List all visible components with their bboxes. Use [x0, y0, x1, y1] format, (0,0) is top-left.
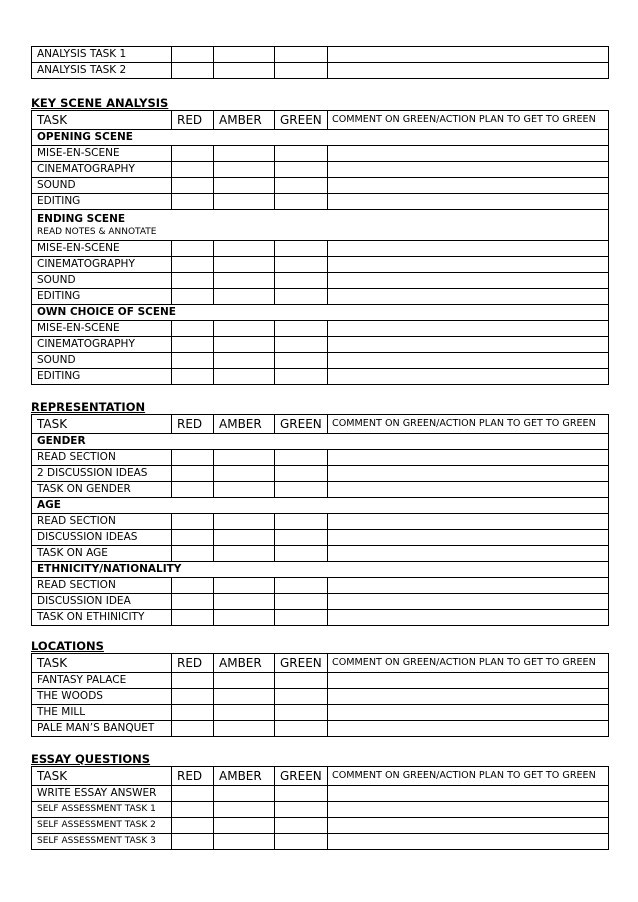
- task-cell: TASK ON ETHINICITY: [32, 610, 172, 626]
- comment-cell[interactable]: [328, 786, 609, 802]
- task-cell: READ SECTION: [32, 578, 172, 594]
- representation-table: [31, 414, 609, 626]
- red-cell[interactable]: [172, 194, 214, 210]
- green-cell[interactable]: [275, 178, 328, 194]
- task-header: TASK: [32, 654, 172, 673]
- comment-header: COMMENT ON GREEN/ACTION PLAN TO GET TO GREEN: [328, 111, 609, 130]
- amber-cell[interactable]: [214, 594, 275, 610]
- amber-cell[interactable]: [214, 369, 275, 385]
- amber-cell[interactable]: [214, 273, 275, 289]
- red-cell[interactable]: [172, 689, 214, 705]
- table-row: [32, 578, 609, 594]
- green-cell[interactable]: [275, 673, 328, 689]
- amber-cell[interactable]: [214, 162, 275, 178]
- green-header: GREEN: [275, 415, 328, 434]
- table-row: [32, 162, 609, 178]
- task-cell: SOUND: [32, 273, 172, 289]
- subsection-label: OPENING SCENE: [32, 130, 609, 146]
- task-cell: THE WOODS: [32, 689, 172, 705]
- amber-cell[interactable]: [214, 178, 275, 194]
- amber-cell[interactable]: [214, 705, 275, 721]
- red-header: RED: [172, 415, 214, 434]
- task-cell: MISE-EN-SCENE: [32, 321, 172, 337]
- table-row: [32, 241, 609, 257]
- amber-cell[interactable]: [214, 146, 275, 162]
- comment-cell[interactable]: [328, 450, 609, 466]
- amber-header: AMBER: [214, 767, 275, 786]
- subsection-row: [32, 562, 609, 578]
- table-row: [32, 594, 609, 610]
- green-cell[interactable]: [275, 786, 328, 802]
- green-cell[interactable]: [275, 530, 328, 546]
- section-heading-essay: ESSAY QUESTIONS: [31, 752, 151, 766]
- header-row: [32, 111, 609, 130]
- comment-cell[interactable]: [328, 721, 609, 737]
- table-row: [32, 63, 609, 79]
- amber-cell[interactable]: [214, 289, 275, 305]
- amber-cell[interactable]: [214, 482, 275, 498]
- amber-cell[interactable]: [214, 47, 275, 63]
- task-cell: CINEMATOGRAPHY: [32, 257, 172, 273]
- red-cell[interactable]: [172, 162, 214, 178]
- amber-cell[interactable]: [214, 673, 275, 689]
- section-heading-key-scene: KEY SCENE ANALYSIS: [31, 96, 169, 110]
- amber-cell[interactable]: [214, 450, 275, 466]
- analysis-tasks-table: [31, 46, 609, 79]
- task-header: TASK: [32, 111, 172, 130]
- amber-header: AMBER: [214, 111, 275, 130]
- table-row: [32, 546, 609, 562]
- comment-header: COMMENT ON GREEN/ACTION PLAN TO GET TO GREEN: [328, 654, 609, 673]
- amber-cell[interactable]: [214, 466, 275, 482]
- task-cell: ANALYSIS TASK 2: [32, 63, 172, 79]
- comment-cell[interactable]: [328, 241, 609, 257]
- table-row: [32, 146, 609, 162]
- amber-cell[interactable]: [214, 514, 275, 530]
- green-cell[interactable]: [275, 194, 328, 210]
- table-row: [32, 786, 609, 802]
- task-cell: 2 DISCUSSION IDEAS: [32, 466, 172, 482]
- green-header: GREEN: [275, 111, 328, 130]
- green-cell[interactable]: [275, 257, 328, 273]
- amber-cell[interactable]: [214, 802, 275, 818]
- comment-cell[interactable]: [328, 353, 609, 369]
- subsection-note: READ NOTES & ANNOTATE: [37, 227, 157, 237]
- green-cell[interactable]: [275, 369, 328, 385]
- red-cell[interactable]: [172, 257, 214, 273]
- table-row: [32, 47, 609, 63]
- table-row: [32, 321, 609, 337]
- task-cell: SELF ASSESSMENT TASK 3: [32, 834, 172, 850]
- key-scene-table: [31, 110, 609, 385]
- task-cell: EDITING: [32, 194, 172, 210]
- red-cell[interactable]: [172, 530, 214, 546]
- comment-cell[interactable]: [328, 369, 609, 385]
- comment-header: COMMENT ON GREEN/ACTION PLAN TO GET TO GREEN: [328, 767, 609, 786]
- red-cell[interactable]: [172, 721, 214, 737]
- amber-cell[interactable]: [214, 63, 275, 79]
- red-cell[interactable]: [172, 450, 214, 466]
- amber-cell[interactable]: [214, 818, 275, 834]
- red-header: RED: [172, 654, 214, 673]
- amber-cell[interactable]: [214, 321, 275, 337]
- table-row: [32, 257, 609, 273]
- table-row: [32, 273, 609, 289]
- comment-cell[interactable]: [328, 689, 609, 705]
- green-cell[interactable]: [275, 689, 328, 705]
- green-cell[interactable]: [275, 834, 328, 850]
- green-cell[interactable]: [275, 63, 328, 79]
- task-cell: CINEMATOGRAPHY: [32, 162, 172, 178]
- table-row: [32, 514, 609, 530]
- green-cell[interactable]: [275, 546, 328, 562]
- table-row: [32, 178, 609, 194]
- subsection-label-cell: [32, 210, 609, 241]
- header-row: [32, 415, 609, 434]
- subsection-label: ENDING SCENE: [37, 213, 126, 225]
- comment-cell[interactable]: [328, 47, 609, 63]
- red-cell[interactable]: [172, 482, 214, 498]
- task-cell: READ SECTION: [32, 450, 172, 466]
- green-cell[interactable]: [275, 705, 328, 721]
- green-cell[interactable]: [275, 482, 328, 498]
- comment-cell[interactable]: [328, 337, 609, 353]
- table-row: [32, 673, 609, 689]
- red-header: RED: [172, 767, 214, 786]
- task-cell: PALE MAN’S BANQUET: [32, 721, 172, 737]
- red-cell[interactable]: [172, 610, 214, 626]
- comment-cell[interactable]: [328, 673, 609, 689]
- green-cell[interactable]: [275, 802, 328, 818]
- comment-cell[interactable]: [328, 63, 609, 79]
- task-cell: FANTASY PALACE: [32, 673, 172, 689]
- essay-table: [31, 766, 609, 850]
- green-cell[interactable]: [275, 353, 328, 369]
- red-cell[interactable]: [172, 337, 214, 353]
- subsection-row: [32, 210, 609, 241]
- amber-cell[interactable]: [214, 610, 275, 626]
- red-cell[interactable]: [172, 178, 214, 194]
- red-cell[interactable]: [172, 47, 214, 63]
- red-header: RED: [172, 111, 214, 130]
- green-cell[interactable]: [275, 721, 328, 737]
- amber-cell[interactable]: [214, 834, 275, 850]
- red-cell[interactable]: [172, 466, 214, 482]
- subsection-label: GENDER: [32, 434, 609, 450]
- task-cell: TASK ON GENDER: [32, 482, 172, 498]
- red-cell[interactable]: [172, 241, 214, 257]
- table-row: [32, 689, 609, 705]
- table-row: [32, 289, 609, 305]
- amber-cell[interactable]: [214, 578, 275, 594]
- red-cell[interactable]: [172, 63, 214, 79]
- amber-cell[interactable]: [214, 337, 275, 353]
- amber-cell[interactable]: [214, 721, 275, 737]
- task-cell: SELF ASSESSMENT TASK 2: [32, 818, 172, 834]
- amber-cell[interactable]: [214, 530, 275, 546]
- red-cell[interactable]: [172, 673, 214, 689]
- comment-cell[interactable]: [328, 802, 609, 818]
- subsection-row: [32, 305, 609, 321]
- table-row: [32, 337, 609, 353]
- comment-cell[interactable]: [328, 546, 609, 562]
- table-row: [32, 834, 609, 850]
- table-row: [32, 194, 609, 210]
- amber-header: AMBER: [214, 654, 275, 673]
- comment-cell[interactable]: [328, 834, 609, 850]
- amber-header: AMBER: [214, 415, 275, 434]
- amber-cell[interactable]: [214, 689, 275, 705]
- task-header: TASK: [32, 767, 172, 786]
- comment-cell[interactable]: [328, 162, 609, 178]
- comment-cell[interactable]: [328, 578, 609, 594]
- comment-cell[interactable]: [328, 514, 609, 530]
- subsection-row: [32, 498, 609, 514]
- red-cell[interactable]: [172, 146, 214, 162]
- green-header: GREEN: [275, 654, 328, 673]
- task-cell: SOUND: [32, 178, 172, 194]
- task-cell: DISCUSSION IDEA: [32, 594, 172, 610]
- red-cell[interactable]: [172, 273, 214, 289]
- comment-cell[interactable]: [328, 818, 609, 834]
- task-cell: THE MILL: [32, 705, 172, 721]
- section-heading-representation: REPRESENTATION: [31, 400, 146, 414]
- comment-cell[interactable]: [328, 146, 609, 162]
- comment-cell[interactable]: [328, 257, 609, 273]
- comment-cell[interactable]: [328, 194, 609, 210]
- comment-cell[interactable]: [328, 466, 609, 482]
- green-cell[interactable]: [275, 146, 328, 162]
- subsection-label: AGE: [32, 498, 609, 514]
- locations-table: [31, 653, 609, 737]
- red-cell[interactable]: [172, 818, 214, 834]
- red-cell[interactable]: [172, 546, 214, 562]
- red-cell[interactable]: [172, 321, 214, 337]
- task-cell: WRITE ESSAY ANSWER: [32, 786, 172, 802]
- subsection-row: [32, 434, 609, 450]
- task-cell: CINEMATOGRAPHY: [32, 337, 172, 353]
- table-row: [32, 353, 609, 369]
- subsection-label: ETHNICITY/NATIONALITY: [32, 562, 609, 578]
- amber-cell[interactable]: [214, 353, 275, 369]
- red-cell[interactable]: [172, 594, 214, 610]
- comment-cell[interactable]: [328, 178, 609, 194]
- table-row: [32, 705, 609, 721]
- red-cell[interactable]: [172, 353, 214, 369]
- comment-cell[interactable]: [328, 530, 609, 546]
- task-cell: TASK ON AGE: [32, 546, 172, 562]
- table-row: [32, 530, 609, 546]
- subsection-row: [32, 130, 609, 146]
- task-cell: EDITING: [32, 369, 172, 385]
- section-heading-locations: LOCATIONS: [31, 639, 104, 653]
- green-cell[interactable]: [275, 273, 328, 289]
- comment-cell[interactable]: [328, 273, 609, 289]
- comment-header: COMMENT ON GREEN/ACTION PLAN TO GET TO GREEN: [328, 415, 609, 434]
- header-row: [32, 654, 609, 673]
- task-cell: MISE-EN-SCENE: [32, 146, 172, 162]
- red-cell[interactable]: [172, 802, 214, 818]
- red-cell[interactable]: [172, 289, 214, 305]
- green-cell[interactable]: [275, 594, 328, 610]
- table-row: [32, 610, 609, 626]
- green-cell[interactable]: [275, 466, 328, 482]
- green-cell[interactable]: [275, 289, 328, 305]
- green-header: GREEN: [275, 767, 328, 786]
- amber-cell[interactable]: [214, 257, 275, 273]
- table-row: [32, 482, 609, 498]
- green-cell[interactable]: [275, 610, 328, 626]
- green-cell[interactable]: [275, 47, 328, 63]
- red-cell[interactable]: [172, 369, 214, 385]
- table-row: [32, 466, 609, 482]
- green-cell[interactable]: [275, 241, 328, 257]
- green-cell[interactable]: [275, 818, 328, 834]
- task-cell: ANALYSIS TASK 1: [32, 47, 172, 63]
- red-cell[interactable]: [172, 705, 214, 721]
- task-cell: SELF ASSESSMENT TASK 1: [32, 802, 172, 818]
- table-row: [32, 369, 609, 385]
- red-cell[interactable]: [172, 514, 214, 530]
- amber-cell[interactable]: [214, 546, 275, 562]
- comment-cell[interactable]: [328, 594, 609, 610]
- green-cell[interactable]: [275, 514, 328, 530]
- amber-cell[interactable]: [214, 194, 275, 210]
- task-cell: MISE-EN-SCENE: [32, 241, 172, 257]
- green-cell[interactable]: [275, 321, 328, 337]
- table-row: [32, 818, 609, 834]
- red-cell[interactable]: [172, 834, 214, 850]
- task-cell: DISCUSSION IDEAS: [32, 530, 172, 546]
- amber-cell[interactable]: [214, 786, 275, 802]
- comment-cell[interactable]: [328, 321, 609, 337]
- green-cell[interactable]: [275, 450, 328, 466]
- comment-cell[interactable]: [328, 482, 609, 498]
- task-header: TASK: [32, 415, 172, 434]
- amber-cell[interactable]: [214, 241, 275, 257]
- comment-cell[interactable]: [328, 289, 609, 305]
- red-cell[interactable]: [172, 786, 214, 802]
- green-cell[interactable]: [275, 578, 328, 594]
- task-cell: EDITING: [32, 289, 172, 305]
- table-row: [32, 450, 609, 466]
- green-cell[interactable]: [275, 337, 328, 353]
- green-cell[interactable]: [275, 162, 328, 178]
- table-row: [32, 721, 609, 737]
- task-cell: READ SECTION: [32, 514, 172, 530]
- red-cell[interactable]: [172, 578, 214, 594]
- table-row: [32, 802, 609, 818]
- subsection-label: OWN CHOICE OF SCENE: [32, 305, 609, 321]
- header-row: [32, 767, 609, 786]
- task-cell: SOUND: [32, 353, 172, 369]
- comment-cell[interactable]: [328, 610, 609, 626]
- comment-cell[interactable]: [328, 705, 609, 721]
